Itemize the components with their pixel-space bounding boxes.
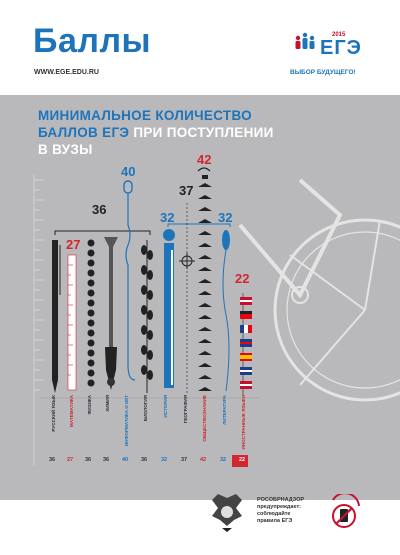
computer-mouse-icon xyxy=(124,181,135,380)
score-label-social: 42 xyxy=(197,152,212,167)
infographic-panel xyxy=(0,95,400,500)
pen-icon xyxy=(52,240,60,393)
score-label-math: 27 xyxy=(66,237,81,252)
subject-score: 36 xyxy=(48,457,56,463)
rosobrnadzor-warning xyxy=(257,497,304,525)
subject-score: 36 xyxy=(140,457,148,463)
compass-icon xyxy=(179,203,195,395)
heading-line-2b: ПРИ ПОСТУПЛЕНИИ xyxy=(133,125,274,140)
heading-line-1: МИНИМАЛЬНОЕ КОЛИЧЕСТВО xyxy=(38,108,252,123)
leaf-branch-icon xyxy=(141,240,153,393)
graduation-cap-icon xyxy=(198,168,212,391)
footer-line-1: РОСОБРНАДЗОР xyxy=(257,497,305,503)
footer-line-2: предупреждает: xyxy=(257,504,301,510)
subject-label: ХИМИЯ xyxy=(105,395,110,412)
flask-icon xyxy=(104,237,118,390)
ruler-red-icon xyxy=(68,255,76,390)
score-label-literature: 32 xyxy=(218,210,233,225)
history-column-icon xyxy=(163,229,175,388)
score-label-foreign: 22 xyxy=(235,271,250,286)
subject-score: 36 xyxy=(84,457,92,463)
logo-slogan: ВЫБОР БУДУЩЕГО! xyxy=(290,69,356,76)
subject-label: ЛИТЕРАТУРА xyxy=(222,395,227,425)
subject-score: 22 xyxy=(238,457,246,463)
subject-label: БИОЛОГИЯ xyxy=(143,395,148,422)
physics-balls-icon xyxy=(88,240,95,387)
subject-label: ИНОСТРАННЫЕ ЯЗЫКИ xyxy=(241,395,246,450)
logo-name: ЕГЭ xyxy=(320,37,362,59)
subject-label: ИНФОРМАТИКА И ИКТ xyxy=(124,395,129,447)
subject-label: ГЕОГРАФИЯ xyxy=(183,395,188,424)
score-label-geography: 37 xyxy=(179,183,194,198)
subject-score: 37 xyxy=(180,457,188,463)
footer-line-4: правила ЕГЭ xyxy=(257,518,293,524)
no-phone-icon xyxy=(325,494,363,530)
subject-label: ФИЗИКА xyxy=(87,395,92,415)
subject-score: 27 xyxy=(66,457,74,463)
subject-score: 36 xyxy=(102,457,110,463)
page-header xyxy=(0,0,400,95)
score-label-informatics: 40 xyxy=(121,164,136,179)
subject-label: МАТЕМАТИКА xyxy=(69,395,74,427)
heading-line-3: В ВУЗЫ xyxy=(38,142,93,157)
subject-label: РУССКИЙ ЯЗЫК xyxy=(51,395,56,432)
subject-icons xyxy=(0,95,400,500)
subject-label: ИСТОРИЯ xyxy=(163,395,168,418)
subject-score: 40 xyxy=(121,457,129,463)
flags-icon xyxy=(240,293,252,395)
subject-score: 32 xyxy=(219,457,227,463)
site-url[interactable]: WWW.EGE.EDU.RU xyxy=(34,69,99,76)
page-title: Баллы xyxy=(33,22,152,60)
rosobrnadzor-emblem-icon xyxy=(202,492,252,534)
score-label-history: 32 xyxy=(160,210,175,225)
subject-score: 32 xyxy=(160,457,168,463)
footer-line-3: соблюдайте xyxy=(257,511,291,517)
heading-line-2a: БАЛЛОВ ЕГЭ xyxy=(38,125,134,140)
quill-icon xyxy=(222,230,230,391)
subject-score: 42 xyxy=(199,457,207,463)
score-label-36: 36 xyxy=(92,202,107,217)
logo-year: 2015 xyxy=(332,32,346,38)
subject-label: ОБЩЕСТВОЗНАНИЕ xyxy=(202,395,207,442)
